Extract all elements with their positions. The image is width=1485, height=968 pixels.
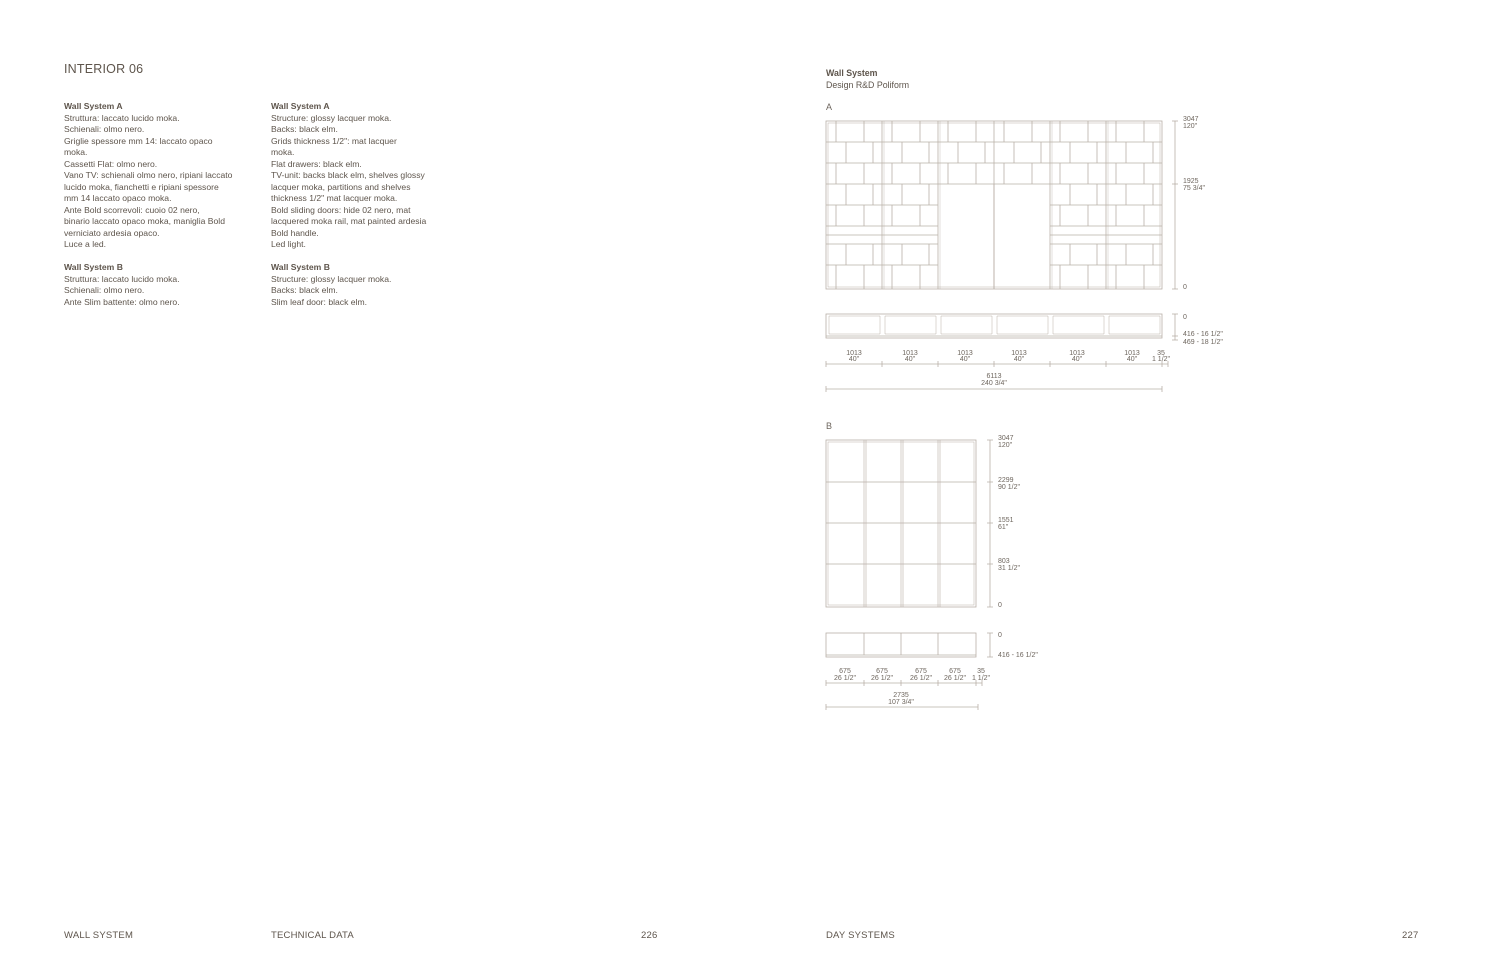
text-line: Struttura: laccato lucido moka. — [64, 273, 180, 284]
drawing-a-elevation — [826, 121, 1162, 289]
text-line: lacquer moka, partitions and shelves — [271, 181, 411, 192]
dim-label: 26 1/2" — [871, 675, 893, 682]
dim-label: 120" — [1183, 123, 1198, 130]
dim-label: 120" — [998, 442, 1013, 449]
dim-label: 40" — [1071, 356, 1083, 363]
footer-left-label: WALL SYSTEM — [64, 930, 134, 941]
drawing-b-label: B — [826, 421, 833, 431]
section-title: INTERIOR 06 — [64, 62, 144, 76]
dim-label: 26 1/2" — [944, 675, 966, 682]
footer-right-page-number: 227 — [1402, 930, 1419, 941]
italian-system-a-heading: Wall System A — [64, 101, 123, 111]
dim-label: 75 3/4" — [1183, 185, 1205, 192]
drawing-b-elevation — [826, 440, 993, 607]
dim-label: 0 — [1183, 284, 1187, 291]
dim-label: 1551 — [998, 517, 1014, 524]
dim-label: 416 - 16 1/2" — [1183, 331, 1223, 338]
text-line: TV-unit: backs black elm, shelves glossy — [271, 170, 425, 180]
dim-label: 40" — [904, 356, 916, 363]
dim-label: 40" — [1126, 356, 1138, 363]
dim-label: 40" — [959, 356, 971, 363]
drawing-b-plan — [826, 633, 993, 657]
text-line: Backs: black elm. — [271, 124, 338, 134]
dim-label: 40" — [1013, 356, 1025, 363]
text-line: Vano TV: schienali olmo nero, ripiani laccato — [64, 170, 233, 180]
text-line: Struttura: laccato lucido moka. — [64, 112, 180, 123]
text-line: mm 14 laccato opaco moka. — [64, 193, 172, 203]
text-line: Led light. — [271, 239, 306, 249]
dim-label: 240 3/4" — [981, 380, 1007, 387]
dim-label: 61" — [998, 524, 1009, 531]
dim-label: 675 — [876, 668, 888, 675]
text-line: Bold handle. — [271, 227, 319, 238]
dim-label: 0 — [1183, 314, 1187, 321]
dim-label: 1013 — [846, 350, 862, 357]
english-system-b-heading: Wall System B — [271, 262, 330, 272]
dim-label: 803 — [998, 558, 1010, 565]
text-line: thickness 1/2" mat lacquer moka. — [271, 193, 398, 203]
drawing-subtitle: Design R&D Poliform — [826, 79, 910, 90]
dim-label: 1013 — [1124, 350, 1140, 357]
text-line: Ante Bold scorrevoli: cuoio 02 nero, — [64, 204, 200, 215]
footer-middle-label: TECHNICAL DATA — [271, 930, 354, 941]
dim-label: 40" — [848, 356, 860, 363]
dim-label: 1013 — [1069, 350, 1085, 357]
dim-label: 3047 — [998, 435, 1014, 442]
text-line: Flat drawers: black elm. — [271, 158, 362, 169]
dim-label: 90 1/2" — [998, 484, 1020, 491]
text-line: lucido moka, fianchetti e ripiani spessore — [64, 181, 219, 192]
dim-label: 26 1/2" — [834, 675, 856, 682]
dim-label: 1013 — [1011, 350, 1027, 357]
drawing-a-height-dimension — [1172, 121, 1178, 289]
text-line: Structure: glossy lacquer moka. — [271, 273, 392, 284]
dim-label: 107 3/4" — [888, 699, 914, 706]
dim-label: 2299 — [998, 477, 1014, 484]
text-line: Griglie spessore mm 14: laccato opaco — [64, 135, 213, 146]
text-line: binario laccato opaco moka, maniglia Bold — [64, 216, 225, 226]
dim-label: 35 — [1157, 350, 1165, 357]
dim-label: 675 — [839, 668, 851, 675]
dim-label: 675 — [915, 668, 927, 675]
dim-label: 0 — [998, 602, 1002, 609]
text-line: Schienali: olmo nero. — [64, 124, 145, 134]
dim-label: 6113 — [986, 373, 1002, 380]
text-line: Schienali: olmo nero. — [64, 285, 145, 295]
dim-label: 31 1/2" — [998, 565, 1020, 572]
text-line: lacquered moka rail, mat painted ardesia — [271, 216, 427, 226]
drawing-a-label: A — [826, 102, 833, 112]
dim-label: 0 — [998, 632, 1002, 639]
text-line: Slim leaf door: black elm. — [271, 296, 367, 307]
text-line: Cassetti Flat: olmo nero. — [64, 158, 158, 169]
text-line: verniciato ardesia opaco. — [64, 227, 160, 238]
dim-label: 1013 — [902, 350, 918, 357]
text-line: Ante Slim battente: olmo nero. — [64, 296, 180, 307]
drawing-title: Wall System — [826, 68, 878, 78]
english-system-a-heading: Wall System A — [271, 101, 330, 111]
text-line: Bold sliding doors: hide 02 nero, mat — [271, 204, 411, 215]
footer-right-label: DAY SYSTEMS — [826, 930, 895, 941]
dim-label: 1013 — [957, 350, 973, 357]
text-line: moka. — [64, 147, 88, 157]
footer-left-page-number: 226 — [641, 930, 658, 941]
drawing-a-plan — [826, 314, 1178, 340]
dim-label: 2735 — [893, 692, 909, 699]
text-line: Backs: black elm. — [271, 285, 338, 295]
text-line: moka. — [271, 147, 295, 157]
dim-label: 469 - 18 1/2" — [1183, 339, 1223, 346]
dim-label: 35 — [977, 668, 985, 675]
dim-label: 3047 — [1183, 116, 1199, 123]
dim-label: 26 1/2" — [910, 675, 932, 682]
text-line: Structure: glossy lacquer moka. — [271, 112, 392, 123]
dim-label: 1 1/2" — [971, 675, 991, 682]
dim-label: 1925 — [1183, 178, 1199, 185]
text-line: Luce a led. — [64, 239, 107, 249]
dim-label: 1 1/2" — [1151, 356, 1171, 363]
text-line: Grids thickness 1/2": mat lacquer — [271, 135, 397, 146]
dim-label: 416 - 16 1/2" — [998, 652, 1038, 659]
italian-system-b-heading: Wall System B — [64, 262, 123, 272]
dim-label: 675 — [949, 668, 961, 675]
